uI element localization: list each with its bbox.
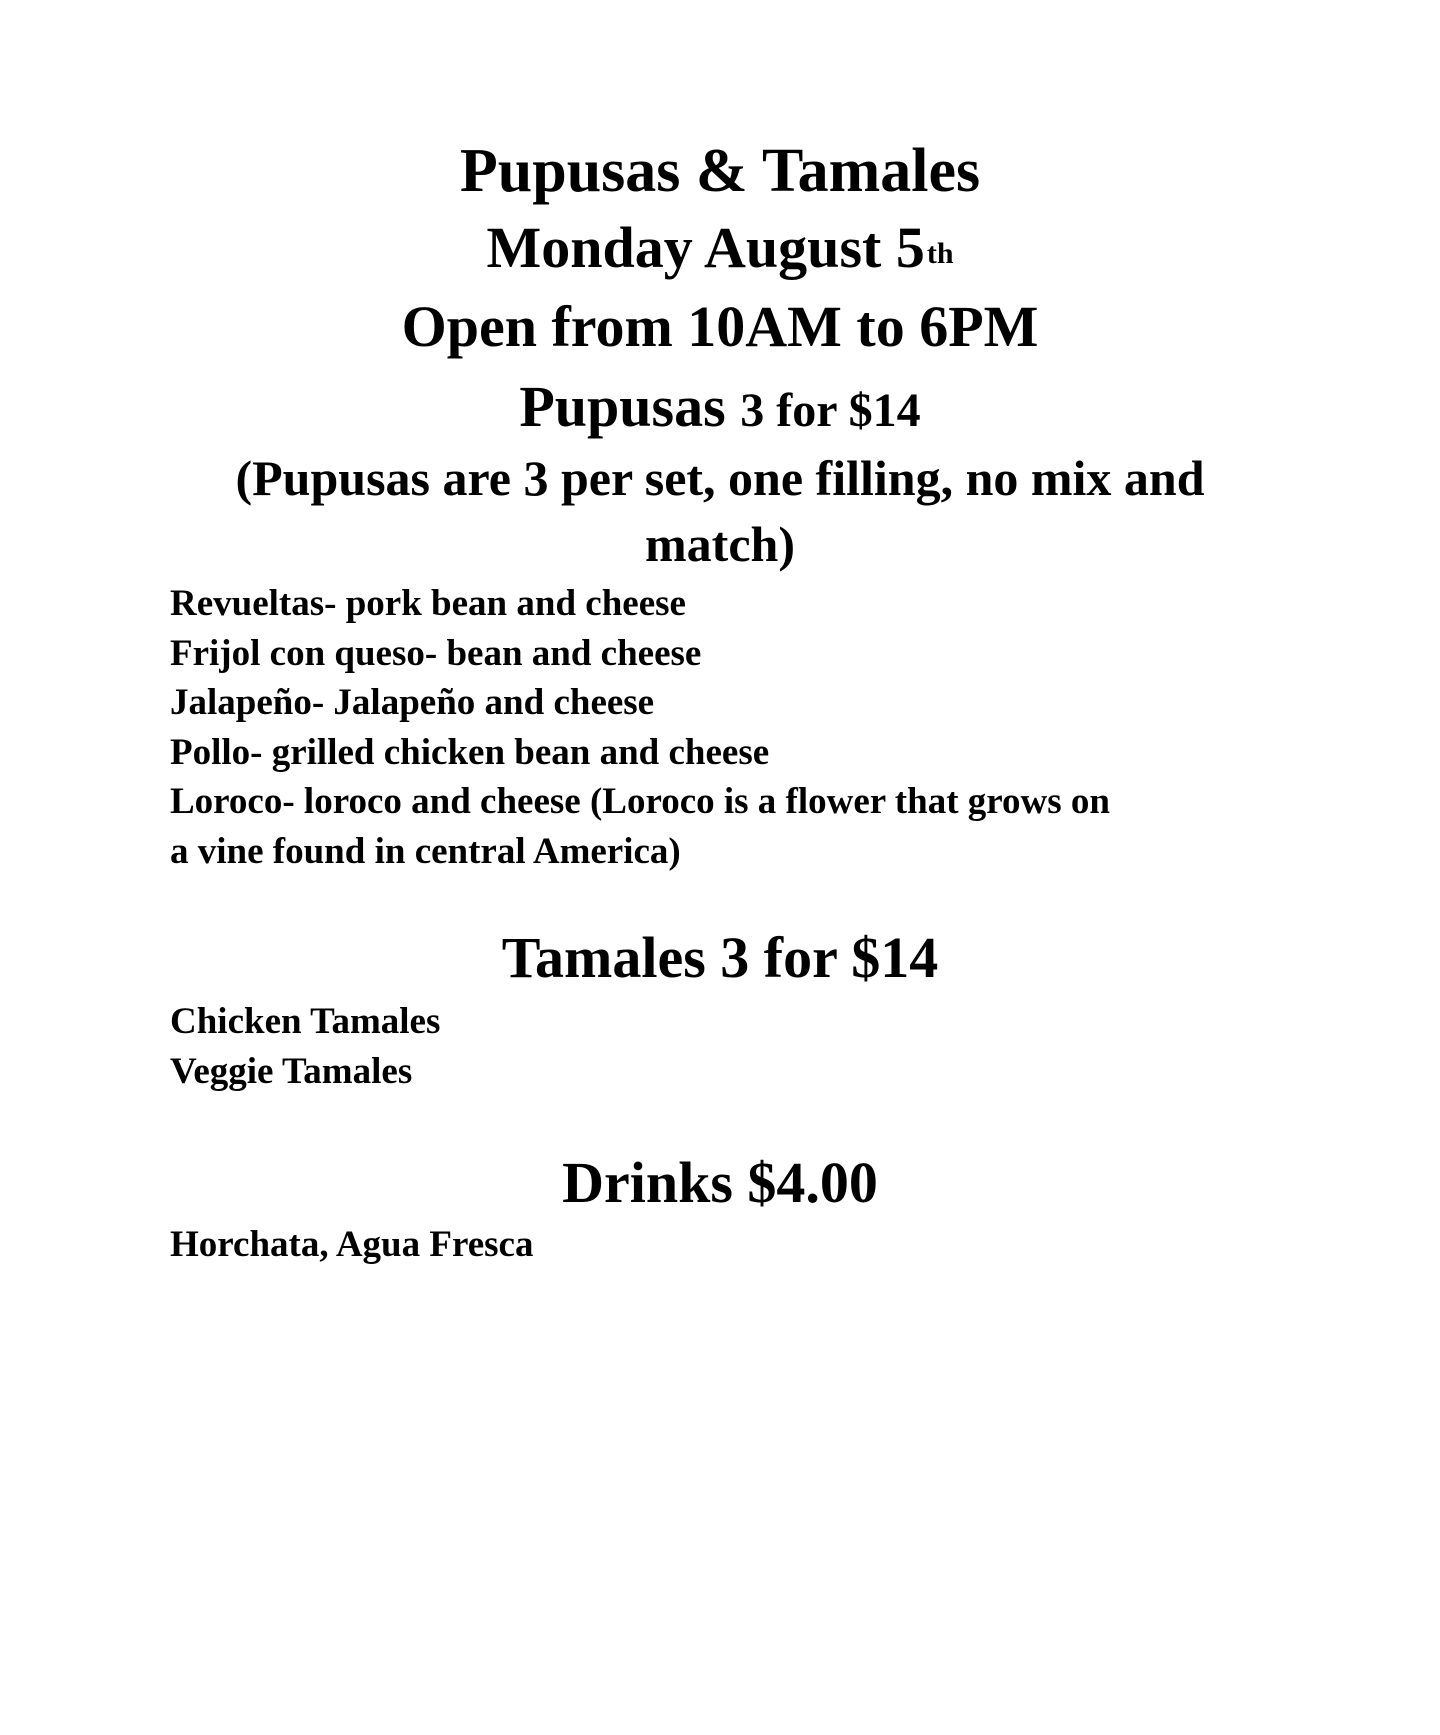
event-date-suffix: th [926,237,954,270]
page-title: Pupusas & Tamales [459,137,981,205]
list-item: Revueltas- pork bean and cheese [170,583,686,624]
list-item: Pollo- grilled chicken bean and cheese [170,731,770,773]
pupusas-title [0,373,1440,445]
tamales-title: Tamales 3 for $14 [501,925,939,990]
list-item: Chicken Tamales [170,1001,441,1042]
event-date [0,212,1440,284]
event-date-main: Monday August 5 [486,215,925,280]
pupusas-title-name: Pupusas [519,374,726,439]
drinks-list [170,1220,1290,1270]
drinks-title: Drinks $4.00 [562,1150,878,1215]
pupusas-note-line-2: match) [645,516,795,572]
list-item: Horchata, Agua Fresca [170,1224,534,1265]
list-item: Jalapeño- Jalapeño and cheese [170,682,655,723]
opening-hours: Open from 10AM to 6PM [401,294,1039,359]
pupusas-title-price: 3 for $14 [740,384,921,437]
pupusas-list [170,579,1290,876]
tamales-list [170,997,1290,1096]
list-item: Frijol con queso- bean and cheese [170,632,702,674]
pupusas-note-line-1: (Pupusas are 3 per set, one filling, no mix and [235,450,1205,506]
list-item: Loroco- loroco and cheese (Loroco is a flower that grows on [170,781,1110,822]
list-item: a vine found in central America) [170,830,681,872]
list-item: Veggie Tamales [170,1050,413,1092]
